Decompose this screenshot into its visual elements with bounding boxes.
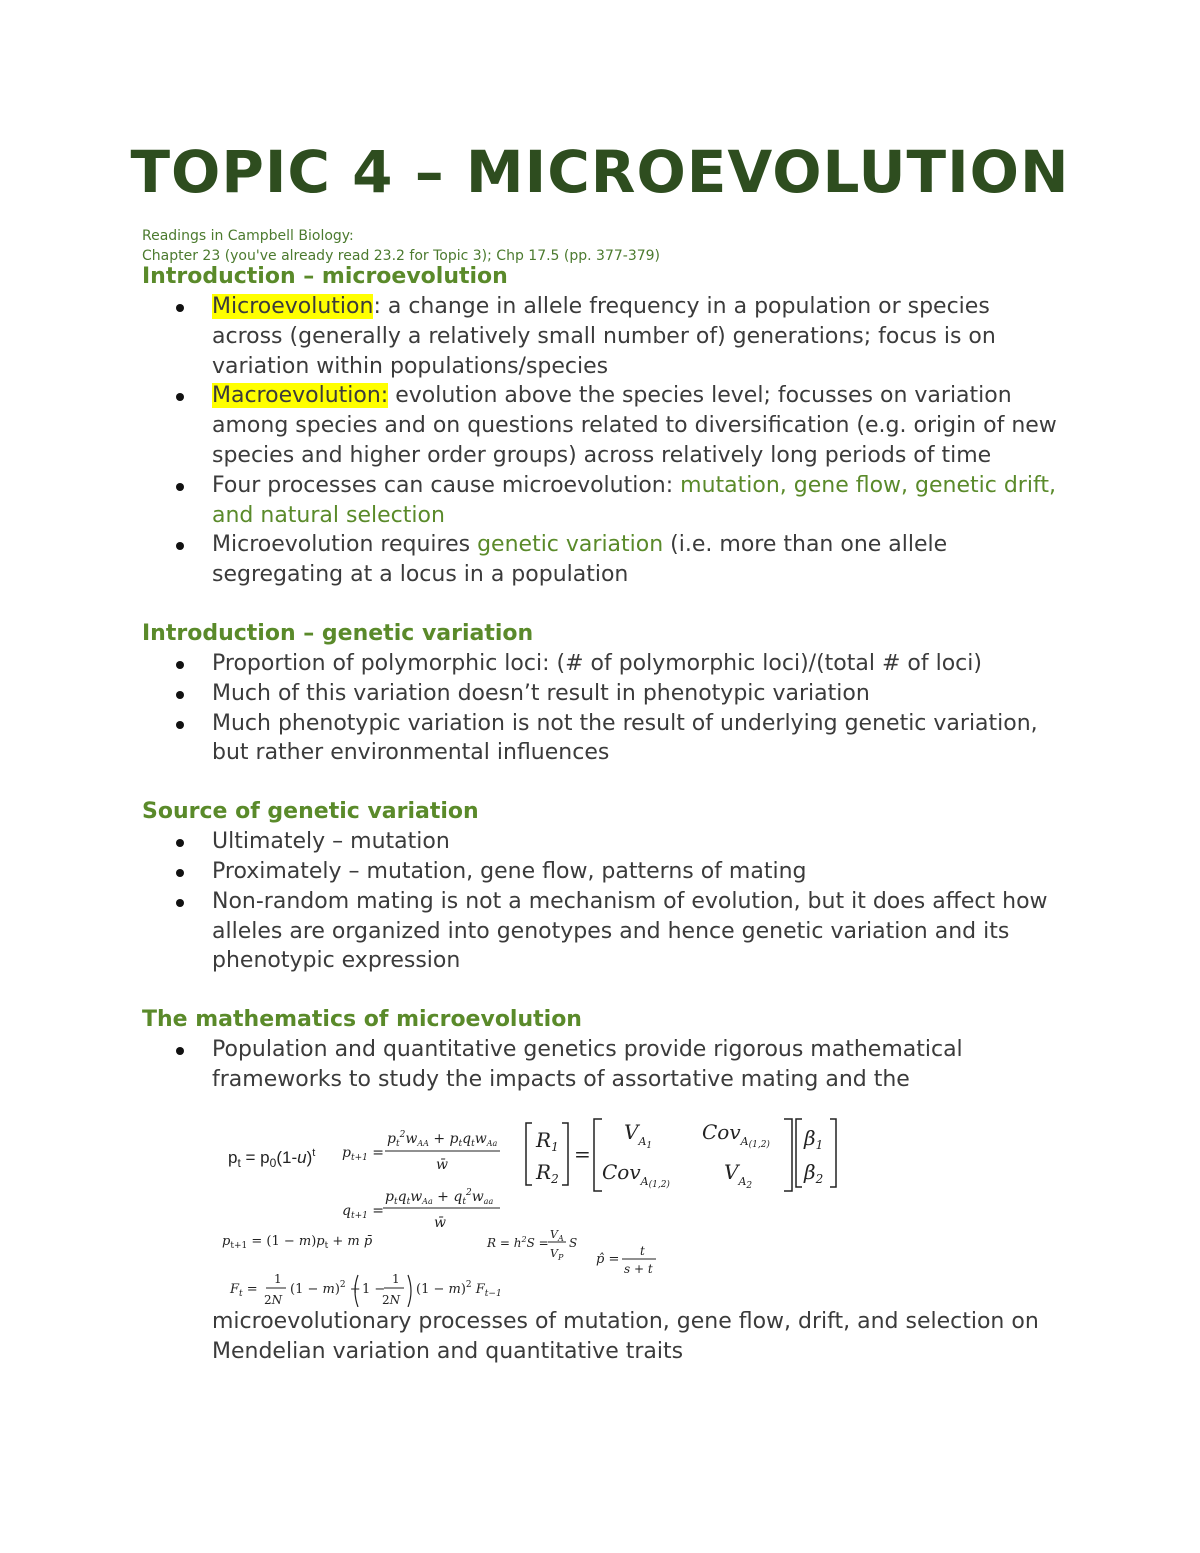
svg-text:VP: $V_P$ [550, 1246, 564, 1262]
svg-text:qt+1 =: $q_{t+1}$ = [342, 1202, 385, 1221]
list-item: Population and quantitative genetics provide rigorous mathematical frameworks to study the impacts of assortative mating and the [142, 1035, 1062, 1095]
svg-text:(1 − m)2 +: $(1 - m)^2$ + [290, 1279, 361, 1297]
svg-text:(1 − m)2 Ft−1: $(1 - m)^2$ $F_{t-1}$ [416, 1279, 502, 1299]
svg-text:β2: $\beta_2$ [804, 1159, 824, 1186]
list-item: Non-random mating is not a mechanism of evolution, but it does affect how alleles are organized into genotypes and hence genetic variation and its phenotypic expression [142, 887, 1062, 976]
phat-equation [596, 1244, 656, 1276]
green-text: genetic variation [477, 532, 664, 558]
list-item [142, 530, 1062, 590]
svg-text:s + t: s + t [624, 1261, 653, 1276]
page-title: TOPIC 4 – MICROEVOLUTION [130, 138, 1070, 206]
item-text: evolution above the species level; focusses on variation among species and on questions related to diversification (e.g. origin of new species and higher order groups) across relatively long periods of time [212, 383, 1057, 468]
breeders-equation [486, 1228, 577, 1262]
section-source-genetic-variation [142, 797, 1062, 976]
svg-text:2N: 2N [264, 1292, 283, 1307]
svg-text:=: = [574, 1141, 591, 1166]
list-item [142, 292, 1062, 381]
list-item: Ultimately – mutation [142, 827, 1062, 857]
bullet-list [142, 827, 1062, 976]
bullet-list [142, 649, 1062, 768]
section-heading: Source of genetic variation [142, 799, 479, 825]
svg-text:R = h2S =: $R = h^2S$ = [487, 1234, 549, 1250]
svg-text:1: 1 [274, 1271, 282, 1286]
highlighted-term: Macroevolution: [212, 383, 389, 409]
section-mathematics [142, 1005, 1062, 1366]
list-item: Proportion of polymorphic loci: (# of polymorphic loci)/(total # of loci) [142, 649, 1062, 679]
svg-text:2N: 2N [382, 1292, 401, 1307]
matrix-equation [526, 1119, 836, 1191]
item-text: Microevolution requires [212, 532, 478, 558]
svg-text:β1: $\beta_1$ [804, 1125, 824, 1152]
section-heading: The mathematics of microevolution [142, 1007, 582, 1033]
section-intro-genetic-variation [142, 619, 1062, 768]
item-text: Four processes can cause microevolution: [212, 472, 681, 498]
list-item: Much phenotypic variation is not the result of underlying genetic variation, but rather environmental influences [142, 709, 1062, 769]
document-body [142, 262, 1062, 1366]
selection-q-equation [342, 1188, 500, 1231]
readings-block [142, 226, 660, 266]
bullet-list [142, 1035, 1062, 1095]
svg-text:R1: $R_1$ [536, 1127, 559, 1154]
svg-text:p̂ =: p̂ = [596, 1251, 620, 1267]
readings-line-2: Chapter 23 (you've already read 23.2 for Topic 3); Chp 17.5 (pp. 377-379) [142, 248, 660, 264]
svg-text:1 −: 1 − [362, 1281, 386, 1297]
list-item: Much of this variation doesn’t result in phenotypic variation [142, 679, 1062, 709]
section-heading: Introduction – genetic variation [142, 620, 534, 646]
svg-text:VA: $V_A$ [550, 1227, 564, 1243]
item-text: (i.e. more than one allele segregating at a locus in a population [212, 532, 948, 588]
svg-text:pt = p0(1-u)t: $p_t = p_0(1-u)^t$ [228, 1146, 316, 1170]
item-text: : a change in allele frequency in a population or species across (generally a relatively small number of) generations; focus is on variation within populations/species [212, 294, 996, 379]
bullet-list [142, 292, 1062, 590]
svg-text:w̄: w̄ [436, 1156, 448, 1173]
svg-text:1: 1 [392, 1271, 400, 1286]
section-heading: Introduction – microevolution [142, 264, 508, 289]
migration-equation [222, 1234, 373, 1251]
svg-text:S: S [569, 1235, 578, 1250]
green-text: mutation, gene flow, genetic drift, and natural selection [212, 472, 1056, 528]
svg-text:ptqtwAa + qt2waa: $p_tq_tw_{Aa} + q_t^2w_{aa}$ [385, 1187, 494, 1207]
svg-text:pt+1 =: $p_{t+1}$ = [342, 1144, 385, 1163]
svg-text:t: t [640, 1243, 645, 1258]
svg-text:pt+1 = (1 − m)pt + m p̄: $p_{t+1} = (1 - m)p_t + m$ p̄ [222, 1233, 373, 1251]
equations-svg [212, 1095, 912, 1307]
svg-text:w̄: w̄ [434, 1214, 446, 1231]
list-item: Proximately – mutation, gene flow, patterns of mating [142, 857, 1062, 887]
svg-text:CovA(1,2): Cov$_A$(1,2) [602, 1159, 670, 1190]
continuation-text: microevolutionary processes of mutation, gene flow, drift, and selection on Mendelian variation and quantitative traits [212, 1308, 1039, 1364]
list-item [142, 471, 1062, 531]
svg-text:pt2wAA + ptqtwAa: $p_t^2w_{AA} + p_tq_tw_{Aa}$ [387, 1129, 498, 1149]
svg-text:VA2: $V_A2$ [724, 1159, 753, 1191]
highlighted-term: Microevolution [212, 294, 374, 319]
svg-text:CovA(1,2): Cov$_A$(1,2) [702, 1119, 770, 1150]
svg-text:VA1: $V_A1$ [624, 1119, 653, 1151]
list-item [142, 381, 1062, 470]
inbreeding-equation [229, 1272, 502, 1307]
selection-p-equation [342, 1130, 500, 1173]
readings-line-1: Readings in Campbell Biology: [142, 228, 354, 244]
equations-figure [212, 1095, 1062, 1307]
svg-text:R2: $R_2$ [536, 1159, 559, 1186]
section-intro-microevolution [142, 262, 1062, 590]
mutation-equation [228, 1147, 315, 1170]
svg-text:Ft =: $F_t$ = [230, 1281, 258, 1299]
